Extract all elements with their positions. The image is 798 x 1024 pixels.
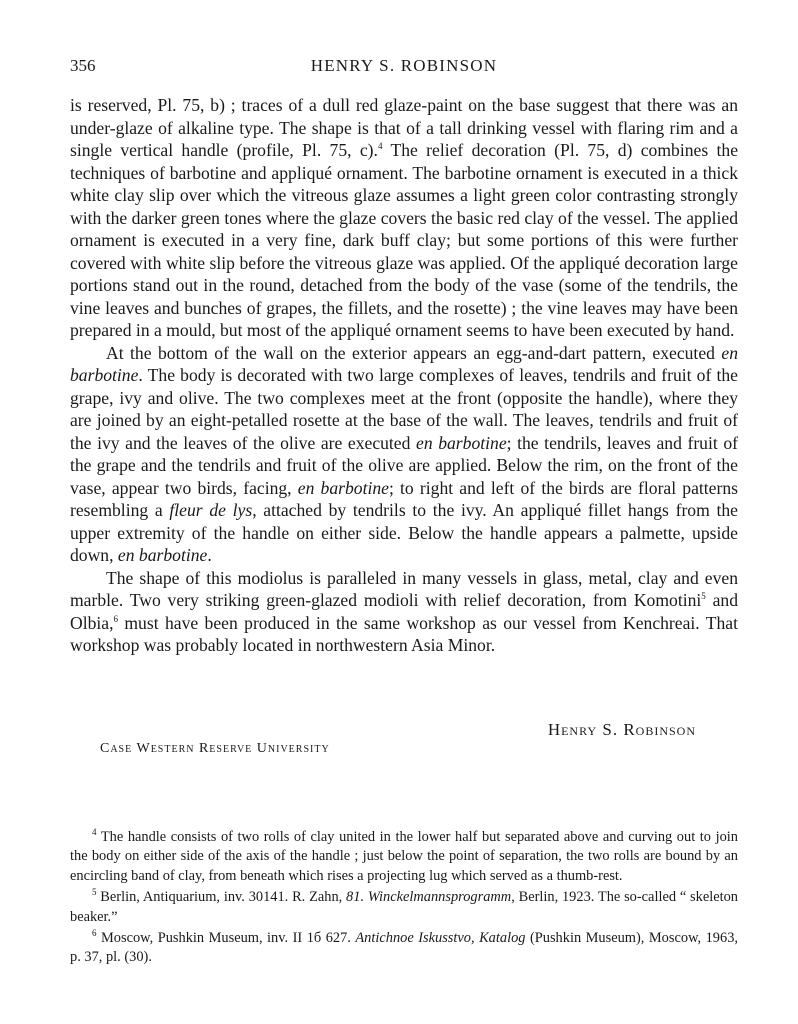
author-signature: Henry S. Robinson	[547, 720, 696, 739]
footnote-ref-4[interactable]: 4	[377, 141, 383, 152]
footnote-5: $^5$ Berlin, Antiquarium, inv. 30141. R. Zahn, 81. Winckelmannsprogramm, Berlin, 1923. The so-called “ skeleton beaker.”	[70, 887, 738, 925]
paragraph-3: The shape of this modiolus is paralleled in many vessels in glass, metal, clay and even marble. Two very striking green-glazed modioli with relief decoration, from Komotini$^5$ and Olbia,$^6$ must have been produced in the same workshop as our vessel from Kenchreai. That workshop was probably located in northwestern Asia Minor.	[70, 567, 738, 655]
footnote-ref-6[interactable]: 6	[113, 613, 118, 624]
paragraph-1: is reserved, Pl. 75, b) ; traces of a dull red glaze-paint on the base suggest that there was an under-glaze of alkaline type. The shape is that of a tall drinking vessel with flaring rim and a single vertical handle (profile, Pl. 75, c).$^4$ The relief decoration (Pl. 75, d) combines the techniques of barbotine and appliqué ornament. The barbotine ornament is executed in a thick white clay slip over which the vitreous glaze assumes a light green color contrasting strongly with the darker green tones where the glaze covers the basic red clay of the vessel. The applied ornament is executed in a very fine, dark buff clay; but some portions of this were further covered with white slip before the vitreous glaze was applied. Of the appliqué decoration large portions stand out in the round, detached from the body of the vase (some of the tendrils, the vine leaves and bunches of grapes, the fillets, and the rosette) ; the vine leaves may have been prepared in a mould, but most of the appliqué ornament seems to have been executed by hand.	[70, 95, 739, 340]
article-body	[70, 94, 738, 657]
page-number: 356	[70, 56, 96, 75]
footnote-4: $^4$ The handle consists of two rolls of clay united in the lower half but separated above and curving out to join the body on either side of the axis of the handle ; just below the point of separation, the two rolls are bound by an encircling band of clay, from beneath which rises a projecting lug which served as a thumb-rest.	[70, 827, 738, 884]
running-title: HENRY S. ROBINSON	[310, 56, 498, 75]
footnotes	[70, 828, 738, 970]
author-affiliation: Case Western Reserve University	[100, 741, 330, 756]
paragraph-2: At the bottom of the wall on the exterior appears an egg-and-dart pattern, executed en barbotine. The body is decorated with two large complexes of leaves, tendrils and fruit of the grape, ivy and olive. The two complexes meet at the front (opposite the handle), where they are joined by an eight-petalled rosette at the base of the wall. The leaves, tendrils and fruit of the ivy and the leaves of the olive are executed en barbotine; the tendrils, leaves and fruit of the grape and the tendrils and fruit of the olive are applied. Below the rim, on the front of the vase, appear two birds, facing, en barbotine; to right and left of the birds are floral patterns resembling a fleur de lys, attached by tendrils to the ivy. An appliqué fillet hangs from the upper extremity of the handle on either side. Below the handle appears a palmette, upside down, en barbotine.	[70, 342, 738, 565]
footnote-6: $^6$ Moscow, Pushkin Museum, inv. II 1б 627. Antichnoe Iskusstvo, Katalog (Pushkin Museum), Moscow, 1963, p. 37, pl. (30).	[70, 928, 738, 966]
page-header	[70, 56, 738, 82]
footnote-ref-5[interactable]: 5	[701, 591, 706, 602]
